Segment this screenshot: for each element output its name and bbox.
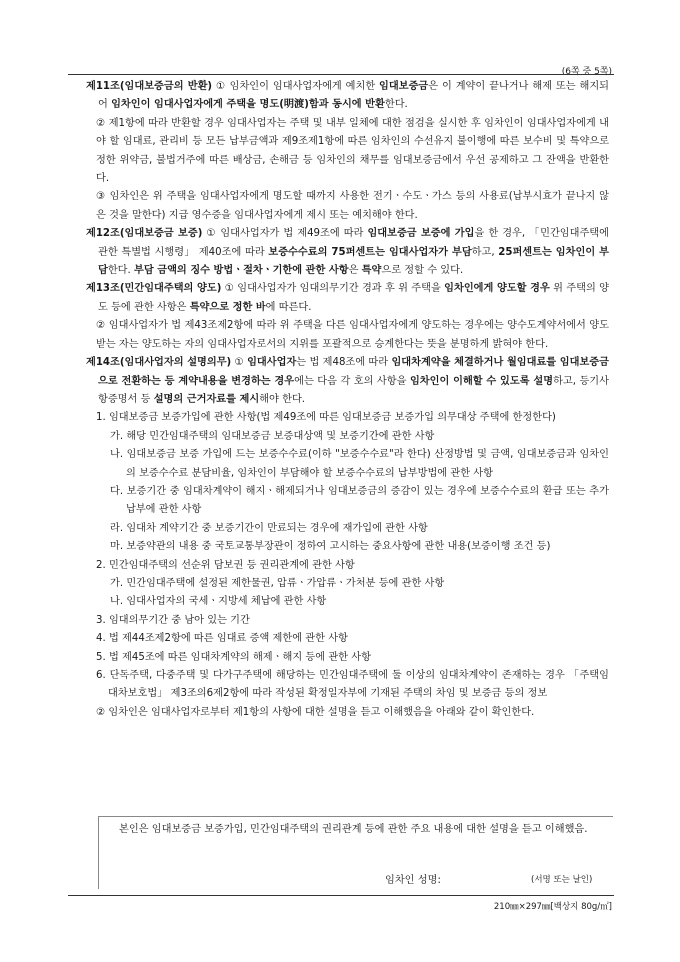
list-item: 가. 민간임대주택에 설정된 제한물권, 압류ㆍ가압류ㆍ가처분 등에 관한 사항 [110, 577, 445, 589]
article-14-p1: 제14조(임대사업자의 설명의무) ① 임대사업자는 법 제48조에 따라 임대차계약을 체결하거나 월임대료를 임대보증금으로 전환하는 등 계약내용을 변경하는 경우에는 다음 각 호의 사항을 임차인이 이해할 수 있도록 설명하고, 등기사항증명서 등 설명의 근거자료를 제시해야 한다. [86, 357, 609, 405]
confirmation-text: 본인은 임대보증금 보증가입, 민간임대주택의 권리관계 등에 관한 주요 내용에 대한 설명을 듣고 이해했음. [119, 824, 588, 835]
list-item: 나. 임대보증금 보증 가입에 드는 보증수수료(이하 "보증수수료"라 한다) 산정방법 및 금액, 임대보증금과 임차인의 보증수수료 분담비율, 임차인이 부담해야 할 보증수수료의 납부방법에 관한 사항 [110, 449, 609, 479]
confirmation-box [98, 816, 613, 889]
list-item: 가. 해당 민간임대주택의 임대보증금 보증대상액 및 보증기간에 관한 사항 [110, 430, 435, 442]
list-item: 라. 임대차 계약기간 중 보증기간이 만료되는 경우에 재가입에 관한 사항 [110, 522, 428, 534]
article-13-p2: ② 임대사업자가 법 제43조제2항에 따라 위 주택을 다른 임대사업자에게 양도하는 경우에는 양수도계약서에서 양도받는 자는 양도하는 자의 임대사업자로서의 지위를 포괄적으로 승계한다는 뜻을 분명하게 밝혀야 한다. [96, 320, 609, 350]
list-item: 1. 임대보증금 보증가입에 관한 사항(법 제49조에 따른 임대보증금 보증가입 의무대상 주택에 한정한다) [96, 412, 556, 424]
article-12: 제12조(임대보증금 보증) ① 임대사업자가 법 제49조에 따라 임대보증금 보증에 가입을 한 경우, 「민간임대주택에 관한 특별법 시행령」 제40조에 따라 보증수수료의 75퍼센트는 임대사업자가 부담하고, 25퍼센트는 임차인이 부담한다. 부담 금액의 징수 방법ㆍ절차ㆍ기한에 관한 사항은 특약으로 정할 수 있다. [86, 228, 609, 277]
article-11-p3: ③ 임차인은 위 주택을 임대사업자에게 명도할 때까지 사용한 전기ㆍ수도ㆍ가스 등의 사용료(납부시효가 끝나지 않은 것을 말한다) 지급 영수증을 임대사업자에게 제시 또는 예치해야 한다. [96, 191, 609, 221]
article-11-p2: ② 제1항에 따라 반환할 경우 임대사업자는 주택 및 내부 일체에 대한 점검을 실시한 후 임차인이 임대사업자에게 내야 할 임대료, 관리비 등 모든 납부금액과 제9조제1항에 따른 임차인의 수선유지 불이행에 따른 보수비 및 특약으로 정한 위약금, 불법거주에 따른 배상금, 손해금 등 임차인의 채무를 임대보증금에서 우선 공제하고 그 잔액을 반환한다. [96, 117, 609, 185]
article-13-p1: 제13조(민간임대주택의 양도) ① 임대사업자가 임대의무기간 경과 후 위 주택을 임차인에게 양도할 경우 위 주택의 양도 등에 관한 사항은 특약으로 정한 바에 따른다. [86, 283, 609, 313]
article-14-title: 제14조(임대사업자의 설명의무) [86, 357, 232, 369]
document-body [86, 78, 609, 722]
list-item: 다. 보증기간 중 임대차계약이 해지ㆍ해제되거나 임대보증금의 증감이 있는 경우에 보증수수료의 환급 또는 추가 납부에 관한 사항 [110, 485, 609, 516]
paper-spec: 210㎜×297㎜[백상지 80g/㎡] [493, 902, 612, 912]
list-item: 2. 민간임대주택의 선순위 담보권 등 권리관계에 관한 사항 [96, 559, 355, 571]
list-item: 6. 단독주택, 다중주택 및 다가구주택에 해당하는 민간임대주택에 둘 이상의 임대차계약이 존재하는 경우 「주택임대차보호법」 제3조의6제2항에 따라 작성된 확정일자부에 기재된 주택의 차임 및 보증금 등의 정보 [96, 670, 609, 700]
list-item: 3. 임대의무기간 중 남아 있는 기간 [96, 614, 250, 626]
list-item: 5. 법 제45조에 따른 임대차계약의 해제ㆍ해지 등에 관한 사항 [96, 651, 371, 663]
list-item: 나. 임대사업자의 국세ㆍ지방세 체납에 관한 사항 [110, 596, 327, 608]
list-item: 4. 법 제44조제2항에 따른 임대료 증액 제한에 관한 사항 [96, 633, 348, 645]
article-13-title: 제13조(민간임대주택의 양도) [86, 283, 222, 295]
tenant-name-label: 임차인 성명: [385, 875, 441, 886]
page-indicator: (6쪽 중 5쪽) [561, 67, 612, 77]
top-rule [68, 74, 614, 75]
article-12-title: 제12조(임대보증금 보증) [86, 228, 203, 240]
signature-field[interactable]: (서명 또는 날인) [531, 875, 593, 885]
article-14-p2: ② 임차인은 임대사업자로부터 제1항의 사항에 대한 설명을 듣고 이해했음을 아래와 같이 확인한다. [96, 706, 535, 718]
list-item: 마. 보증약관의 내용 중 국토교통부장관이 정하여 고시하는 중요사항에 관한 내용(보증이행 조건 등) [110, 541, 551, 553]
article-11-title: 제11조(임대보증금의 반환) [86, 81, 213, 92]
article-11-p1: 제11조(임대보증금의 반환) ① 임차인이 임대사업자에게 예치한 임대보증금은 이 계약이 끝나거나 해제 또는 해지되어 임차인이 임대사업자에게 주택을 명도(明渡)함과 동시에 반환한다. [86, 81, 609, 111]
bottom-rule [68, 895, 614, 896]
